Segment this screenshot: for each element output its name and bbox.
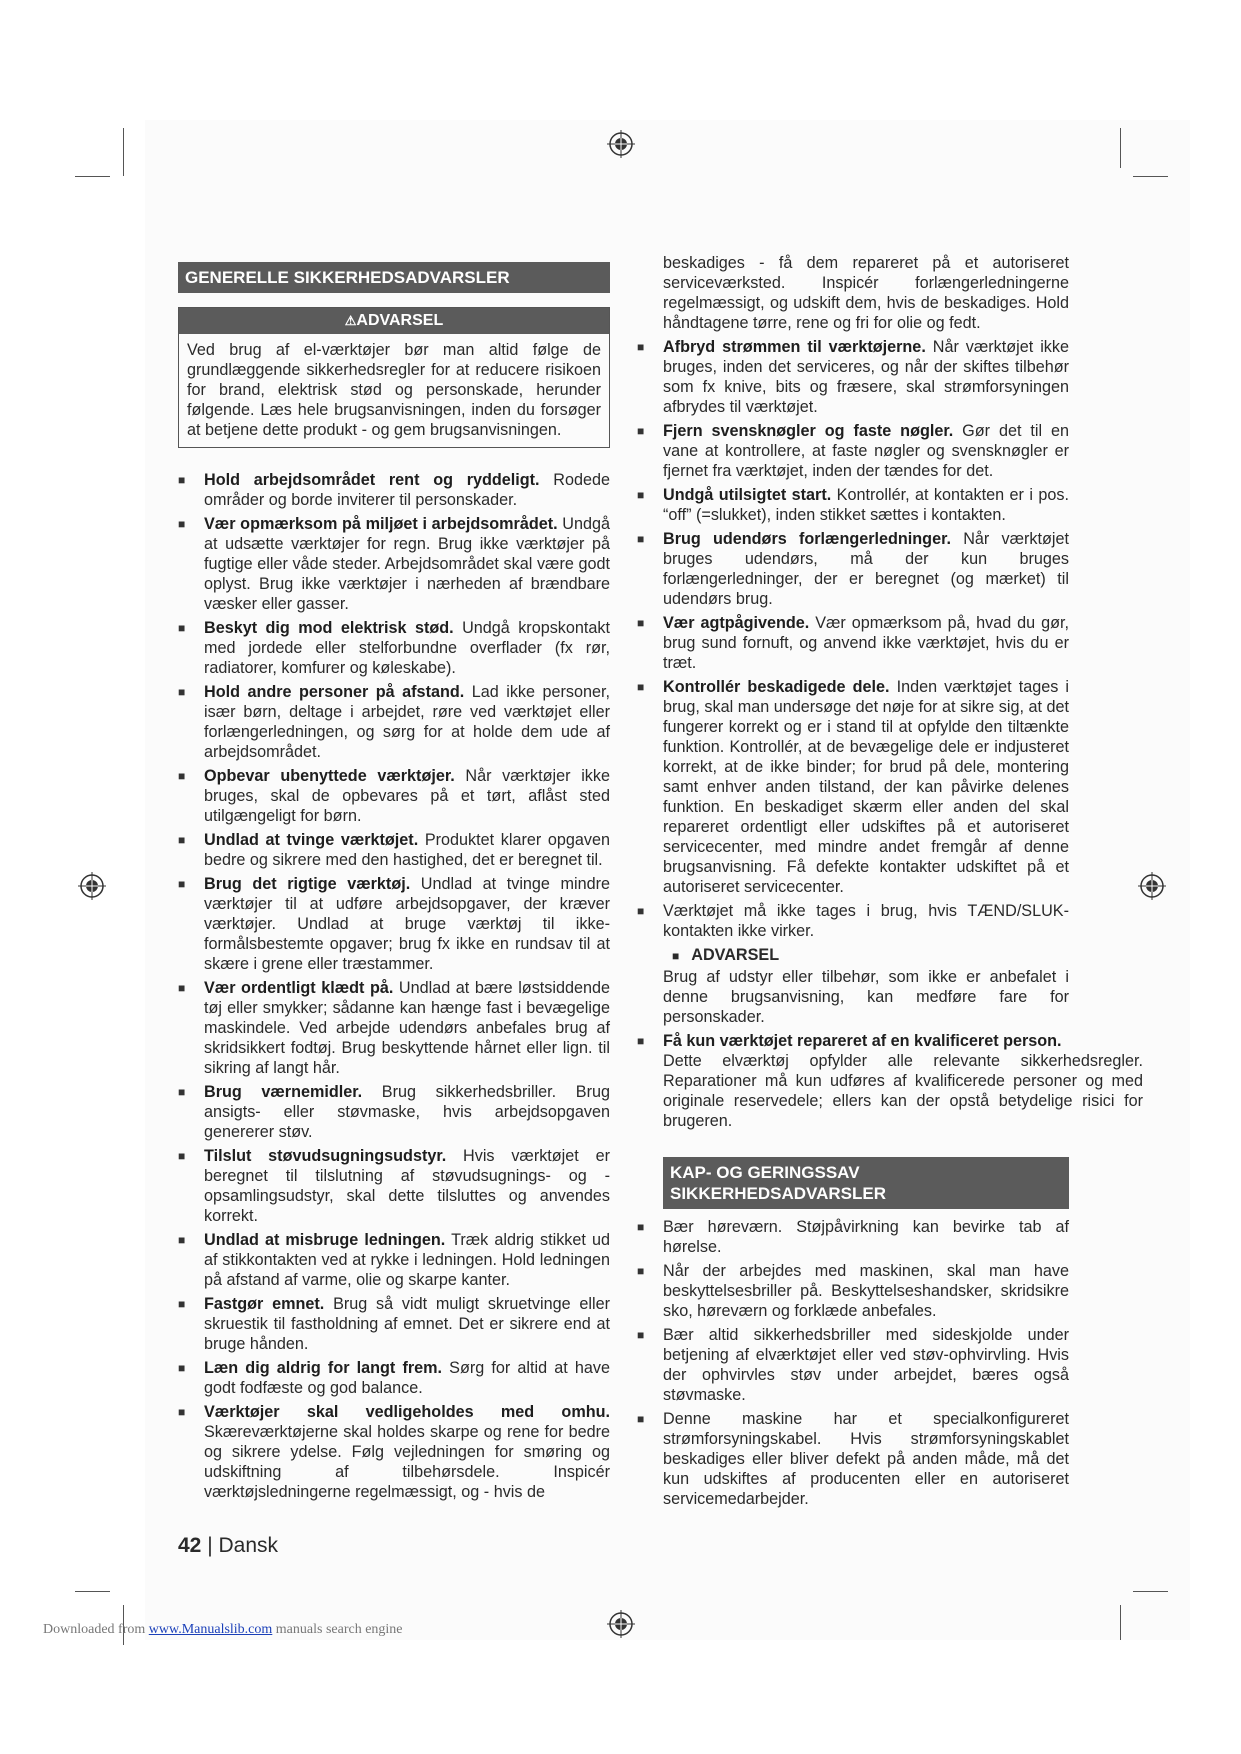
registration-mark-left-icon (78, 872, 106, 900)
list-item-lead: Tilslut støvudsugningsudstyr. (204, 1147, 447, 1165)
bullet-icon: ■ (637, 904, 645, 918)
list-item-text: Når værktøjet bruges udendørs, må der kun bruges forlængerledninger, der er beregnet (og mærket) til udendørs brug. (663, 530, 1069, 608)
list-item-lead: Brug værnemidler. (204, 1083, 363, 1101)
list-item (178, 1082, 610, 1142)
bullet-icon: ■ (672, 949, 680, 963)
bullet-icon: ■ (178, 621, 186, 635)
bullet-icon: ■ (178, 981, 186, 995)
list-item-text: Gør det til en vane at kontrollere, at faste nøgler og svensknøgler er fjernet fra værktøjet, inden der tændes for det. (663, 422, 1069, 480)
list-item (178, 1146, 610, 1226)
bullet-icon: ■ (637, 1328, 645, 1342)
list-item-text: Brug så vidt muligt skruetvinge eller skruestik til fastholdning af emnet. Det er sikrere end at bruge hånden. (204, 1295, 610, 1353)
list-item-lead: Undlad at misbruge ledningen. (204, 1231, 446, 1249)
crop-mark-top-right-h (1133, 176, 1168, 177)
section-title-general: GENERELLE SIKKERHEDSADVARSLER (178, 262, 610, 293)
download-prefix: Downloaded from (43, 1622, 149, 1637)
list-item (178, 1230, 610, 1290)
list-item-text: Undgå kropskontakt med jordede eller stelforbundne overflader (fx rør, radiatorer, komfurer og køleskabe). (204, 619, 610, 677)
bullet-icon: ■ (178, 1149, 186, 1163)
bullet-icon: ■ (637, 680, 645, 694)
list-item (637, 1217, 1069, 1257)
bullet-icon: ■ (637, 340, 645, 354)
bullet-icon: ■ (178, 877, 186, 891)
list-item-lead: Afbryd strømmen til værktøjerne. (663, 338, 926, 356)
list-item-text: Produktet klarer opgaven bedre og sikrere med den hastighed, det er beregnet til. (204, 831, 610, 869)
list-item-text: Bær altid sikkerhedsbriller med sideskjolde under betjening af elværktøjet eller ved støv-ophvirvling. Hvis der ophvirvles støv under arbejdet, bæres også støvmaske. (663, 1326, 1069, 1404)
list-item-text: Skæreværktøjerne skal holdes skarpe og rene for bedre og sikrere ydelse. Følg vejledningen for smøring og udskiftning af tilbehørsdele. Inspicér værktøjsledningerne regelmæssigt, og - hvis de (204, 1423, 610, 1501)
list-item-lead: Vær opmærksom på miljøet i arbejdsområdet. (204, 515, 558, 533)
bullet-icon: ■ (178, 769, 186, 783)
bullet-icon: ■ (178, 1405, 186, 1419)
section-title-saw (663, 1157, 1069, 1209)
list-item-text: Når der arbejdes med maskinen, skal man have beskyttelsesbriller på. Beskyttelseshandsker, skridsikre sko, høreværn og forklæde anbefales. (663, 1262, 1069, 1320)
repair-text: Dette elværktøj opfylder alle relevante sikkerhedsregler. Reparationer må kun udføres af kvalificerede personer og med originale reservedele; ellers kan der opstå betydelige risici for brugeren. (663, 1052, 1143, 1130)
list-item-lead: Læn dig aldrig for langt frem. (204, 1359, 443, 1377)
list-item-lead: Undlad at tvinge værktøjet. (204, 831, 419, 849)
list-item-lead: Kontrollér beskadigede dele. (663, 678, 890, 696)
list-item-lead: Fjern svensknøgler og faste nøgler. (663, 422, 954, 440)
warning-triangle-icon: ⚠ (344, 313, 357, 328)
list-item-text: Undlad at tvinge mindre værktøjer til at udføre arbejdsopgaver, der kræver værktøjer. Undlad at bruge værktøj til ikke-formålsbestemte opgaver; brug fx ikke en rundsav til at skære i grene eller træstammer. (204, 875, 610, 973)
repair-bold: Få kun værktøjet repareret af en kvalificeret person. (663, 1032, 1062, 1050)
section-title-saw-line1: KAP- OG GERINGSSAV (670, 1163, 860, 1182)
list-item-text: Denne maskine har et specialkonfigureret strømforsyningskabel. Hvis strømforsyningskablet beskadiges eller bliver defekt på anden måde, må det kun udskiftes af producenten eller en autoriseret servicemedarbejder. (663, 1410, 1069, 1508)
crop-mark-top-left-v (123, 128, 124, 176)
list-item (637, 1031, 1069, 1051)
bullet-icon: ■ (178, 1361, 186, 1375)
list-item (178, 766, 610, 826)
bullet-icon: ■ (637, 1220, 645, 1234)
list-item-text: Undlad at bære løstsiddende tøj eller smykker; sådanne kan hænge fast i bevægelige maskindele. Ved arbejde udendørs anbefales brug af skridsikkert fodtøj. Brug beskyttende hårnet eller lign. til sikring af langt hår. (204, 979, 610, 1077)
warning-box (178, 307, 610, 448)
list-item (637, 677, 1069, 897)
list-item (178, 830, 610, 870)
list-item-text: Bær høreværn. Støjpåvirkning kan bevirke tab af hørelse. (663, 1218, 1069, 1256)
crop-mark-top-left-h (75, 176, 110, 177)
bullet-icon: ■ (178, 517, 186, 531)
warning-title (179, 308, 609, 334)
list-item-text: Når værktøjer ikke bruges, skal de opbevares på et tørt, aflåst sted utilgængeligt for børn. (204, 767, 610, 825)
right-safety-list (637, 337, 1069, 941)
bullet-icon: ■ (637, 532, 645, 546)
list-item-lead: Brug udendørs forlængerledninger. (663, 530, 951, 548)
list-item-text: Sørg for altid at have godt fodfæste og god balance. (204, 1359, 610, 1397)
bullet-icon: ■ (637, 1412, 645, 1426)
advarsel-heading (663, 945, 1069, 966)
list-item (637, 337, 1069, 417)
list-item-lead: Undgå utilsigtet start. (663, 486, 832, 504)
list-item-lead: Beskyt dig mod elektrisk stød. (204, 619, 454, 637)
bullet-icon: ■ (178, 1297, 186, 1311)
download-suffix: manuals search engine (272, 1622, 403, 1637)
list-item-lead: Fastgør emnet. (204, 1295, 325, 1313)
list-item-lead: Brug det rigtige værktøj. (204, 875, 411, 893)
left-column (178, 262, 610, 1506)
list-item-lead: Værktøjer skal vedligeholdes med omhu. (204, 1403, 610, 1421)
list-item (178, 874, 610, 974)
list-item-text: Undgå at udsætte værktøjer for regn. Brug ikke værktøjer på fugtige eller våde steder. Arbejdsområdet skal være godt oplyst. Brug ikke værktøjer i nærheden af brændbare væsker eller gasser. (204, 515, 611, 613)
page-number: 42 (178, 1534, 202, 1557)
advarsel-text: Brug af udstyr eller tilbehør, som ikke er anbefalet i denne brugsanvisning, kan medføre fare for personskader. (663, 968, 1069, 1026)
repair-list (637, 1031, 1069, 1051)
list-item (637, 485, 1069, 525)
list-item (178, 470, 610, 510)
crop-mark-bottom-right-v (1120, 1605, 1121, 1640)
list-item (637, 529, 1069, 609)
list-item (637, 421, 1069, 481)
list-item-text: Hvis værktøjet er beregnet til tilslutning af støvudsugnings- og -opsamlingsudstyr, skal dette tilsluttes og anvendes korrekt. (204, 1147, 610, 1225)
saw-safety-list (637, 1217, 1069, 1509)
list-item (178, 618, 610, 678)
bullet-icon: ■ (637, 424, 645, 438)
list-item-text: Inden værktøjet tages i brug, skal man undersøge det nøje for at sikre sig, at det fungerer korrekt og er i stand til at opfylde den tiltænkte funktion. Kontrollér, at de bevægelige dele er indjusteret korrekt, at de ikke binder; for brud på dele, montering samt enhver anden tilstand, der kan påvirke delenes funktion. En beskadiget skærm eller anden del skal repareret ordentligt eller udskiftes på et autoriseret servicecenter, med mindre andet fremgår af denne brugsanvisning. Få defekte kontakter udskiftet på et autoriseret servicecenter. (663, 678, 1069, 896)
list-item (178, 1294, 610, 1354)
bullet-icon: ■ (178, 833, 186, 847)
warning-text: Ved brug af el-værktøjer bør man altid følge de grundlæggende sikkerhedsregler for at reducere risikoen for brand, elektrisk stød og personskade, herunder følgende. Læs hele brugsanvisningen, inden du forsøger at betjene dette produkt - og gem brugsanvisningen. (187, 341, 601, 439)
list-item-text: Værktøjet må ikke tages i brug, hvis TÆND/SLUK-kontakten ikke virker. (663, 902, 1069, 940)
left-safety-list (178, 470, 610, 1502)
list-item (178, 978, 610, 1078)
list-item-lead: Hold andre personer på afstand. (204, 683, 465, 701)
section-title-saw-line2: SIKKERHEDSADVARSLER (670, 1184, 886, 1203)
bullet-icon: ■ (178, 473, 186, 487)
list-item-lead: Hold arbejdsområdet rent og ryddeligt. (204, 471, 540, 489)
list-item (178, 682, 610, 762)
registration-mark-right-icon (1138, 872, 1166, 900)
list-item-text: Rodede områder og borde inviterer til personskader. (204, 471, 611, 509)
footer-separator: | (207, 1534, 213, 1557)
list-item-text: Kontrollér, at kontakten er i pos. “off” (=slukket), inden stikket sættes i kontakten. (663, 486, 1069, 524)
download-note (43, 1622, 403, 1638)
crop-mark-bottom-right-h (1133, 1591, 1168, 1592)
crop-mark-top-right-v (1120, 128, 1121, 168)
list-item (178, 1402, 610, 1502)
bullet-icon: ■ (637, 1034, 645, 1048)
advarsel-heading-text: ADVARSEL (691, 946, 780, 964)
list-item-lead: Vær agtpågivende. (663, 614, 810, 632)
bullet-icon: ■ (637, 1264, 645, 1278)
bullet-icon: ■ (637, 616, 645, 630)
manualslib-link[interactable]: www.Manualslib.com (148, 1622, 273, 1637)
page-footer (178, 1534, 278, 1558)
footer-language: Dansk (218, 1534, 279, 1557)
registration-mark-top-icon (607, 130, 635, 158)
list-item (637, 1409, 1069, 1509)
bullet-icon: ■ (178, 1233, 186, 1247)
list-item (637, 1325, 1069, 1405)
list-item (637, 1261, 1069, 1321)
bullet-icon: ■ (637, 488, 645, 502)
list-item-lead: Opbevar ubenyttede værktøjer. (204, 767, 455, 785)
continuation-text: beskadiges - få dem repareret på et autoriseret serviceværksted. Inspicér forlængerledningerne regelmæssigt, og udskift dem, hvis de beskadiges. Hold håndtagene tørre, rene og fri for olie og fedt. (663, 254, 1069, 332)
registration-mark-bottom-icon (607, 1610, 635, 1638)
list-item-text: Brug sikkerhedsbriller. Brug ansigts- eller støvmaske, hvis arbejdsopgaven genererer støv. (204, 1083, 611, 1141)
list-item-text: Når værktøjet ikke bruges, inden det serviceres, og når der skiftes tilbehør som fx knive, bits og fræsere, skal strømforsyningen afbrydes til værktøjet. (663, 338, 1069, 416)
right-column (637, 253, 1143, 1513)
warning-title-text: ADVARSEL (356, 312, 444, 329)
list-item-text: Vær opmærksom på, hvad du gør, brug sund fornuft, og anvend ikke værktøjet, hvis du er træt. (663, 614, 1069, 672)
list-item (637, 901, 1069, 941)
bullet-icon: ■ (178, 1085, 186, 1099)
list-item (178, 1358, 610, 1398)
list-item (637, 613, 1069, 673)
list-item-text: Træk aldrig stikket ud af stikkontakten ved at rykke i ledningen. Hold ledningen på afstand af varme, olie og skarpe kanter. (204, 1231, 610, 1289)
crop-mark-bottom-left-h (75, 1591, 110, 1592)
list-item-lead: Vær ordentligt klædt på. (204, 979, 394, 997)
list-item-text: Lad ikke personer, især børn, deltage i arbejdet, røre ved værktøjet eller forlængerledningen, og sørg for at holde dem ude af arbejdsområdet. (204, 683, 610, 761)
bullet-icon: ■ (178, 685, 186, 699)
list-item (178, 514, 610, 614)
